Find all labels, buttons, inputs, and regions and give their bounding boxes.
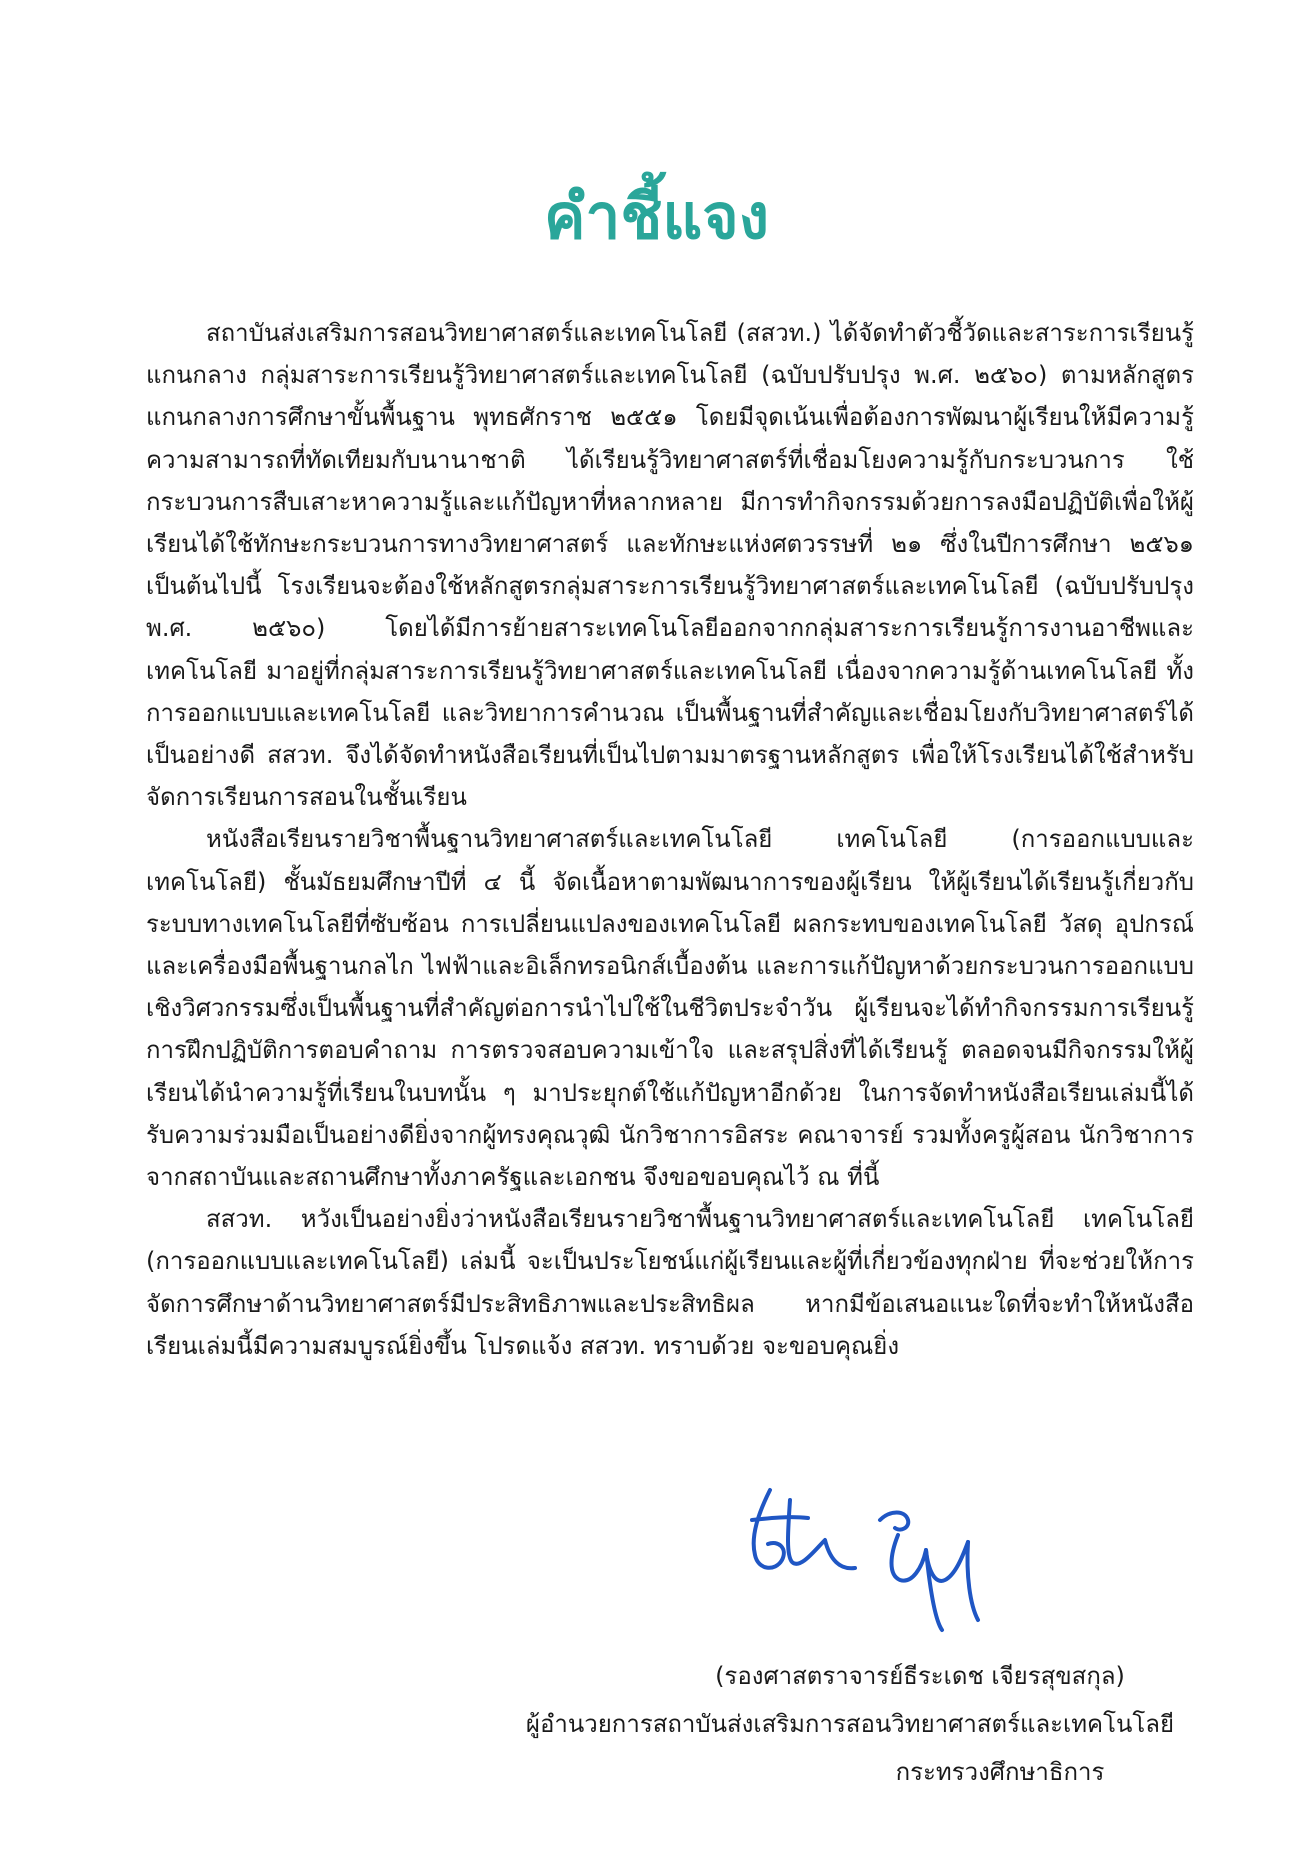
signature: [520, 1480, 1220, 1640]
signatory-block: [500, 1652, 1200, 1796]
paragraph-closing: สสวท. หวังเป็นอย่างยิ่งว่าหนังสือเรียนรายวิชาพื้นฐานวิทยาศาสตร์และเทคโนโลยี เทคโนโลยี (การออกแบบและเทคโนโลยี) เล่มนี้ จะเป็นประโยชน์แก่ผู้เรียนและผู้ที่เกี่ยวข้องทุกฝ่าย ที่จะช่วยให้การจัดการศึกษาด้านวิทยาศาสตร์มีประสิทธิภาพและประสิทธิผล หากมีข้อเสนอแนะใดที่จะทำให้หนังสือเรียนเล่มนี้มีความสมบูรณ์ยิ่งขึ้น โปรดแจ้ง สสวท. ทราบด้วย จะขอบคุณยิ่ง: [146, 1205, 1194, 1360]
signatory-organization: กระทรวงศึกษาธิการ: [895, 1758, 1105, 1786]
page-title: คำชี้แจง: [544, 180, 769, 253]
signatory-position: ผู้อำนวยการสถาบันส่งเสริมการสอนวิทยาศาสตร์และเทคโนโลยี: [525, 1710, 1175, 1738]
body-text: [146, 312, 1194, 1367]
paragraph-intro: สถาบันส่งเสริมการสอนวิทยาศาสตร์และเทคโนโลยี (สสวท.) ได้จัดทำตัวชี้วัดและสาระการเรียนรู้แกนกลาง กลุ่มสาระการเรียนรู้วิทยาศาสตร์และเทคโนโลยี (ฉบับปรับปรุง พ.ศ. ๒๕๖๐) ตามหลักสูตรแกนกลางการศึกษาขั้นพื้นฐาน พุทธศักราช ๒๕๕๑ โดยมีจุดเน้นเพื่อต้องการพัฒนาผู้เรียนให้มีความรู้ความสามารถที่ทัดเทียมกับนานาชาติ ได้เรียนรู้วิทยาศาสตร์ที่เชื่อมโยงความรู้กับกระบวนการ ใช้กระบวนการสืบเสาะหาความรู้และแก้ปัญหาที่หลากหลาย มีการทำกิจกรรมด้วยการลงมือปฏิบัติเพื่อให้ผู้เรียนได้ใช้ทักษะกระบวนการทางวิทยาศาสตร์ และทักษะแห่งศตวรรษที่ ๒๑ ซึ่งในปีการศึกษา ๒๕๖๑ เป็นต้นไปนี้ โรงเรียนจะต้องใช้หลักสูตรกลุ่มสาระการเรียนรู้วิทยาศาสตร์และเทคโนโลยี (ฉบับปรับปรุง พ.ศ. ๒๕๖๐) โดยได้มีการย้ายสาระเทคโนโลยีออกจากกลุ่มสาระการเรียนรู้การงานอาชีพและเทคโนโลยี มาอยู่ที่กลุ่มสาระการเรียนรู้วิทยาศาสตร์และเทคโนโลยี เนื่องจากความรู้ด้านเทคโนโลยี ทั้งการออกแบบและเทคโนโลยี และวิทยาการคำนวณ เป็นพื้นฐานที่สำคัญและเชื่อมโยงกับวิทยาศาสตร์ได้เป็นอย่างดี สสวท. จึงได้จัดทำหนังสือเรียนที่เป็นไปตามมาตรฐานหลักสูตร เพื่อให้โรงเรียนได้ใช้สำหรับจัดการเรียนการสอนในชั้นเรียน: [146, 319, 1194, 812]
signatory-name: (รองศาสตราจารย์ธีระเดช เจียรสุขสกุล): [715, 1662, 1125, 1690]
handwritten-signature-icon: [730, 1480, 990, 1640]
paragraph-book-content: หนังสือเรียนรายวิชาพื้นฐานวิทยาศาสตร์และเทคโนโลยี เทคโนโลยี (การออกแบบและเทคโนโลยี) ชั้นมัธยมศึกษาปีที่ ๔ นี้ จัดเนื้อหาตามพัฒนาการของผู้เรียน ให้ผู้เรียนได้เรียนรู้เกี่ยวกับระบบทางเทคโนโลยีที่ซับซ้อน การเปลี่ยนแปลงของเทคโนโลยี ผลกระทบของเทคโนโลยี วัสดุ อุปกรณ์และเครื่องมือพื้นฐานกลไก ไฟฟ้าและอิเล็กทรอนิกส์เบื้องต้น และการแก้ปัญหาด้วยกระบวนการออกแบบเชิงวิศวกรรมซึ่งเป็นพื้นฐานที่สำคัญต่อการนำไปใช้ในชีวิตประจำวัน ผู้เรียนจะได้ทำกิจกรรมการเรียนรู้ การฝึกปฏิบัติการตอบคำถาม การตรวจสอบความเข้าใจ และสรุปสิ่งที่ได้เรียนรู้ ตลอดจนมีกิจกรรมให้ผู้เรียนได้นำความรู้ที่เรียนในบทนั้น ๆ มาประยุกต์ใช้แก้ปัญหาอีกด้วย ในการจัดทำหนังสือเรียนเล่มนี้ได้รับความร่วมมือเป็นอย่างดียิ่งจากผู้ทรงคุณวุฒิ นักวิชาการอิสระ คณาจารย์ รวมทั้งครูผู้สอน นักวิชาการจากสถาบันและสถานศึกษาทั้งภาครัฐและเอกชน จึงขอขอบคุณไว้ ณ ที่นี้: [146, 825, 1194, 1192]
